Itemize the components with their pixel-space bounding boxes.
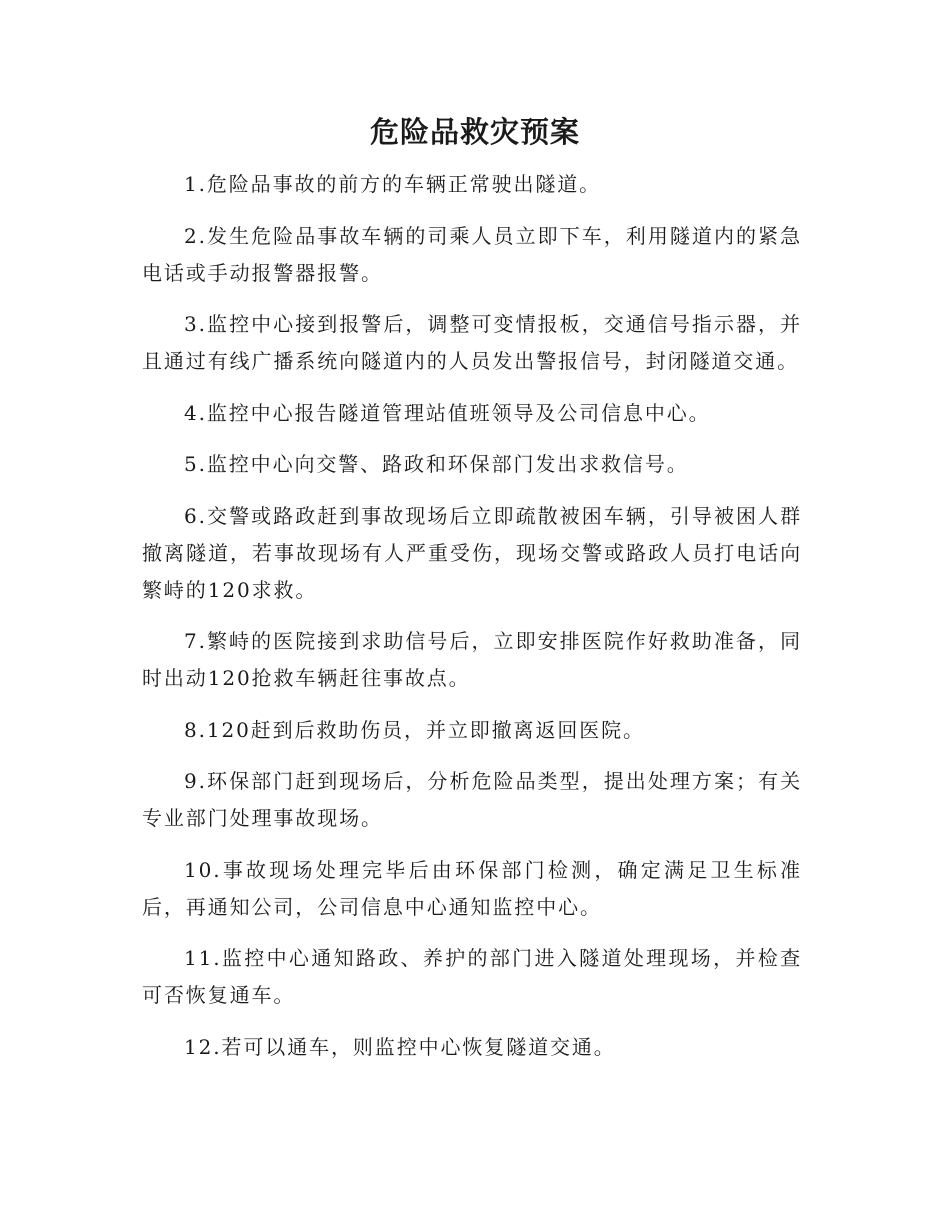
paragraph-11: 11.监控中心通知路政、养护的部门进入隧道处理现场，并检查可否恢复通车。: [142, 946, 802, 1007]
document-body: [142, 166, 802, 1080]
paragraph-3: 3.监控中心接到报警后，调整可变情报板，交通信号指示器，并且通过有线广播系统向隧道内的人员发出警报信号，封闭隧道交通。: [142, 312, 802, 373]
paragraph-2: 2.发生危险品事故车辆的司乘人员立即下车，利用隧道内的紧急电话或手动报警器报警。: [142, 223, 802, 285]
paragraph-12: 12.若可以通车，则监控中心恢复隧道交通。: [184, 1034, 616, 1059]
paragraph-7: 7.繁峙的医院接到求助信号后，立即安排医院作好救助准备，同时出动120抢救车辆赶往事故点。: [142, 629, 802, 690]
paragraph-4: 4.监控中心报告隧道管理站值班领导及公司信息中心。: [184, 400, 711, 425]
paragraph-1: 1.危险品事故的前方的车辆正常驶出隧道。: [184, 172, 602, 196]
paragraph-5: 5.监控中心向交警、路政和环保部门发出求救信号。: [184, 452, 689, 476]
document-title: 危险品救灾预案: [369, 115, 580, 149]
paragraph-9: 9.环保部门赶到现场后，分析危险品类型，提出处理方案；有关专业部门处理事故现场。: [142, 769, 802, 830]
paragraph-10: 10.事故现场处理完毕后由环保部门检测，确定满足卫生标准后，再通知公司，公司信息中心通知监控中心。: [142, 857, 802, 919]
paragraph-6: 6.交警或路政赶到事故现场后立即疏散被困车辆，引导被困人群撤离隧道，若事故现场有人严重受伤，现场交警或路政人员打电话向繁峙的120求救。: [142, 503, 802, 602]
paragraph-8: 8.120赶到后救助伤员，并立即撤离返回医院。: [184, 717, 645, 742]
